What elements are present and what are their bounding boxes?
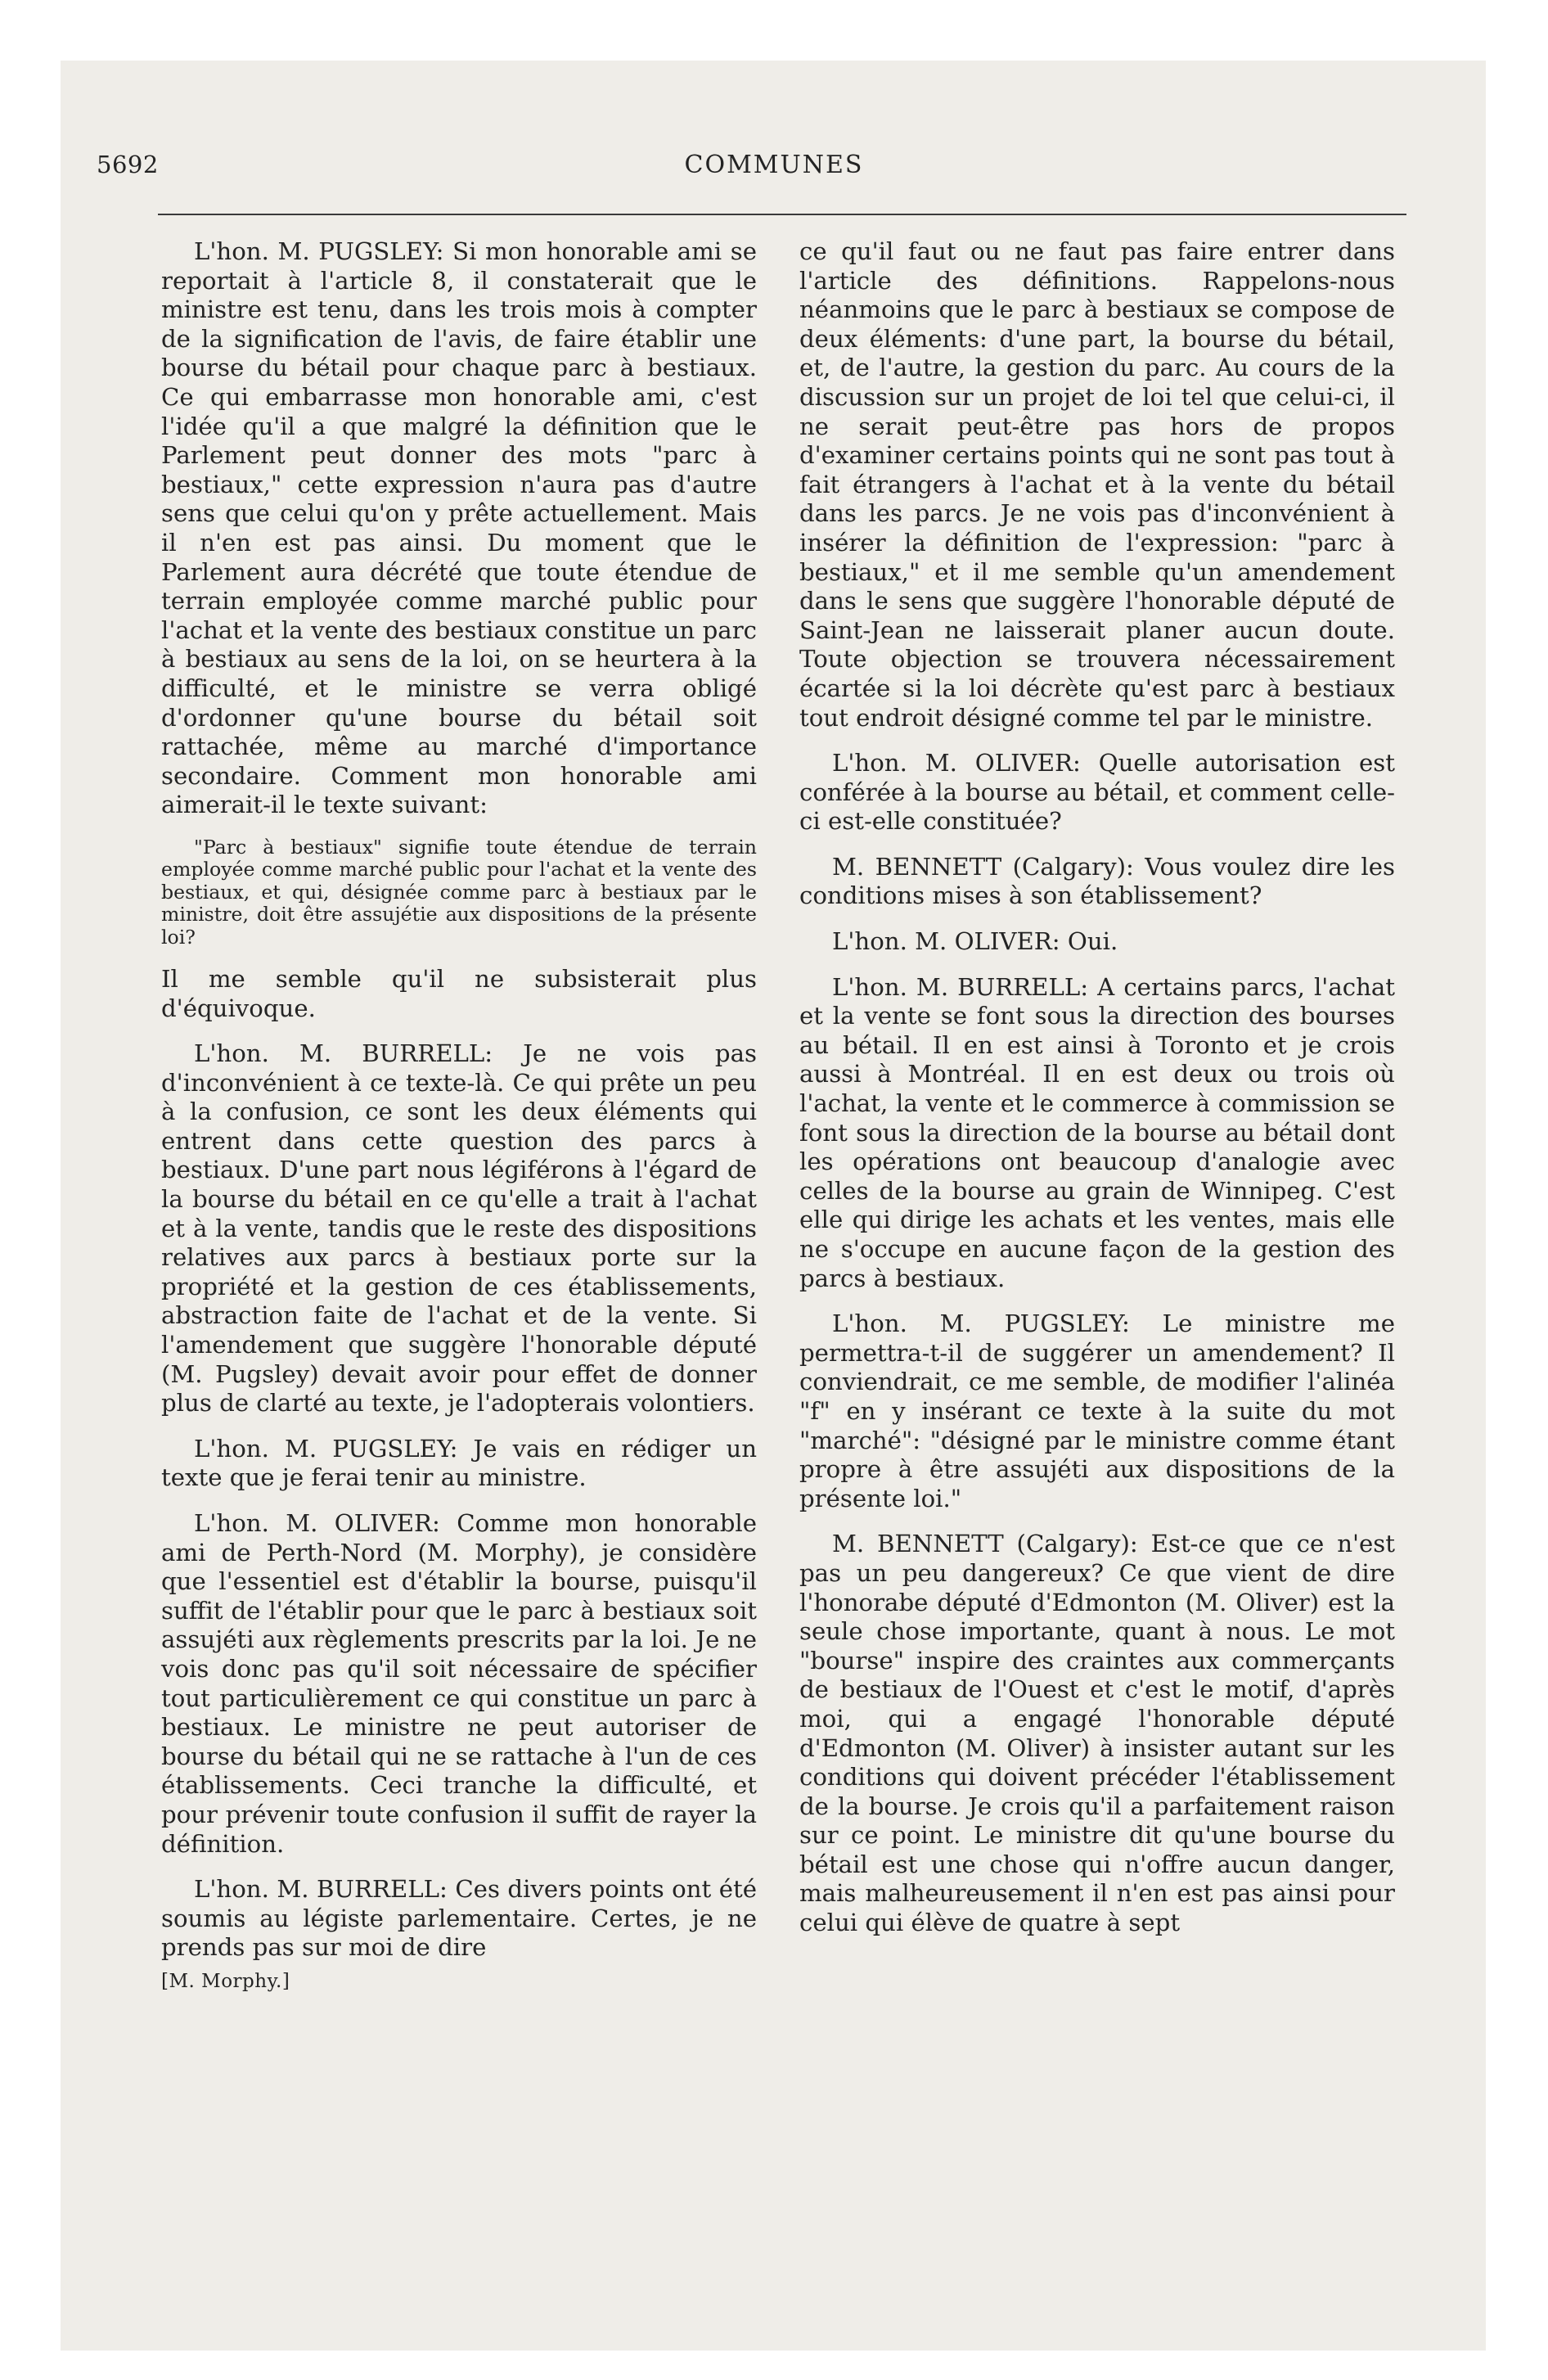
pugsley-paragraph-1: L'hon. M. PUGSLEY: Si mon honorable ami se reportait à l'article 8, il constaterait que le ministre est tenu, dans les trois mois à compter de la signification de l'avis, de faire établir une bourse du bétail pour chaque parc à bestiaux. Ce qui embarrasse mon honorable ami, c'est l'idée qu'il a que malgré la définition que le Parlement peut donner des mots "parc à bestiaux," cette expression n'aura pas d'autre sens que celui qu'on y prête actuellement. Mais il n'en est pas ainsi. Du moment que le Parlement aura décrété que toute étendue de terrain employée comme marché public pour l'achat et la vente des bestiaux constitue un parc à bestiaux au sens de la loi, on se heurtera à la difficulté, et le ministre se verra obligé d'ordonner qu'une bourse du bétail soit rattachée, même au marché d'importance secondaire. Comment mon honorable ami aimerait-il le texte suivant:	[161, 237, 757, 819]
burrell-paragraph-2: L'hon. M. BURRELL: Ces divers points ont été soumis au légiste parlementaire. Certes, je ne prends pas sur moi de dire	[161, 1875, 757, 1962]
bennett-question: M. BENNETT (Calgary): Vous voulez dire les conditions mises à son établissement?	[799, 852, 1395, 910]
pugsley-paragraph-2: Il me semble qu'il ne subsisterait plus d'équivoque.	[161, 964, 757, 1022]
page-number: 5692	[97, 151, 159, 178]
right-column	[799, 237, 1395, 1954]
pugsley-amendment: L'hon. M. PUGSLEY: Le ministre me permettra-t-il de suggérer un amendement? Il conviendrait, ce me semble, de modifier l'alinéa "f" en y insérant ce texte à la suite du mot "marché": "désigné par le ministre comme étant propre à être assujéti aux dispositions de la présente loi."	[799, 1309, 1395, 1512]
running-head: COMMUNES	[684, 151, 864, 179]
bennett-paragraph: M. BENNETT (Calgary): Est-ce que ce n'est pas un peu dangereux? Ce que vient de dire l'honorabe député d'Edmonton (M. Oliver) est la seule chose importante, quant à nous. Le mot "bourse" inspire des craintes aux commerçants de bestiaux de l'Ouest et c'est le motif, d'après moi, qui a engagé l'honorable député d'Edmonton (M. Oliver) à insister autant sur les conditions qui doivent précéder l'établissement de la bourse. Je crois qu'il a parfaitement raison sur ce point. Le ministre dit qu'une bourse du bétail est une chose qui n'offre aucun danger, mais malheureusement il n'en est pas ainsi pour celui qui élève de quatre à sept	[799, 1530, 1395, 1937]
oliver-answer: L'hon. M. OLIVER: Oui.	[832, 927, 1118, 956]
pugsley-paragraph-3: L'hon. M. PUGSLEY: Je vais en rédiger un texte que je ferai tenir au ministre.	[161, 1434, 757, 1492]
burrell-paragraph-3: L'hon. M. BURRELL: A certains parcs, l'achat et la vente se font sous la direction des bourses au bétail. Il en est ainsi à Toronto et je crois aussi à Montréal. Il en est deux ou trois où l'achat, la vente et le commerce à commission se font sous la direction de la bourse au bétail dont les opérations ont beaucoup d'analogie avec celles de la bourse au grain de Winnipeg. C'est elle qui dirige les achats et les ventes, mais elle ne s'occupe en aucune façon de la gestion des parcs à bestiaux.	[799, 972, 1395, 1292]
oliver-paragraph-1: L'hon. M. OLIVER: Comme mon honorable ami de Perth-Nord (M. Morphy), je considère que l'essentiel est d'établir la bourse, puisqu'il suffit de l'établir pour que le parc à bestiaux soit assujéti aux règlements prescrits par la loi. Je ne vois donc pas qu'il soit nécessaire de spécifier tout particulièrement ce qui constitue un parc à bestiaux. Le ministre ne peut autoriser de bourse du bétail qui ne se rattache à l'un de ces établissements. Ceci tranche la difficulté, et pour prévenir toute confusion il suffit de rayer la définition.	[161, 1509, 757, 1858]
header-rule	[158, 214, 1406, 215]
burrell-paragraph-continued: ce qu'il faut ou ne faut pas faire entrer dans l'article des définitions. Rappelons-nous néanmoins que le parc à bestiaux se compose de deux éléments: d'une part, la bourse du bétail, et, de l'autre, la gestion du parc. Au cours de la discussion sur un projet de loi tel que celui-ci, il ne serait peut-être pas hors de propos d'examiner certains points qui ne sont pas tout à fait étrangers à l'achat et à la vente du bétail dans les parcs. Je ne vois pas d'inconvénient à insérer la définition de l'expression: "parc à bestiaux," et il me semble qu'un amendement dans le sens que suggère l'honorable député de Saint-Jean ne laisserait planer aucun doute. Toute objection se trouvera nécessairement écartée si la loi décrète qu'est parc à bestiaux tout endroit désigné comme tel par le ministre.	[799, 237, 1395, 732]
oliver-question: L'hon. M. OLIVER: Quelle autorisation est conférée à la bourse au bétail, et comment celle-ci est-elle constituée?	[799, 749, 1395, 836]
burrell-paragraph-1: L'hon. M. BURRELL: Je ne vois pas d'inconvénient à ce texte-là. Ce qui prête un peu à la confusion, ce sont les deux éléments qui entrent dans cette question des parcs à bestiaux. D'une part nous légiférons à l'égard de la bourse du bétail en ce qu'elle a trait à l'achat et à la vente, tandis que le reste des dispositions relatives aux parcs à bestiaux porte sur la propriété et la gestion de ces établissements, abstraction faite de l'achat et de la vente. Si l'amendement que suggère l'honorable député (M. Pugsley) devait avoir pour effet de donner plus de clarté au texte, je l'adopterais volontiers.	[161, 1039, 757, 1418]
quoted-definition: "Parc à bestiaux" signifie toute étendue de terrain employée comme marché public pour l'achat et la vente des bestiaux, et qui, désignée comme parc à bestiaux par le ministre, doit être assujétie aux dispositions de la présente loi?	[161, 835, 757, 949]
speaker-signature: [M. Morphy.]	[161, 1970, 290, 1992]
left-column	[161, 237, 757, 1997]
